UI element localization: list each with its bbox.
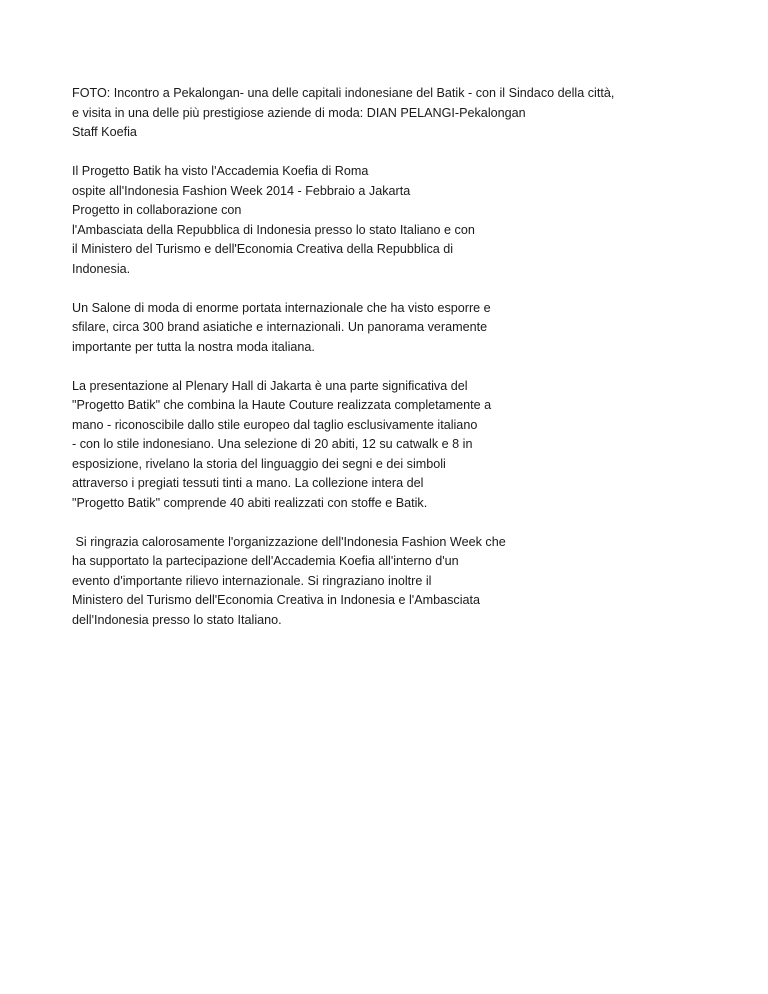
text-line: evento d'importante rilievo internazionale. Si ringraziano inoltre il <box>72 573 432 588</box>
text-line: importante per tutta la nostra moda italiana. <box>72 339 315 354</box>
text-line: Staff Koefia <box>72 125 137 139</box>
text-line: "Progetto Batik" che combina la Haute Couture realizzata completamente a <box>72 398 492 412</box>
text-line: e visita in una delle più prestigiose aziende di moda: DIAN PELANGI-Pekalongan <box>72 105 526 120</box>
text-line: dell'Indonesia presso lo stato Italiano. <box>72 612 282 627</box>
text-line: esposizione, rivelano la storia del linguaggio dei segni e dei simboli <box>72 456 446 471</box>
text-line: il Ministero del Turismo e dell'Economia Creativa della Repubblica di <box>72 242 454 256</box>
text-line: FOTO: Incontro a Pekalongan- una delle capitali indonesiane del Batik - con il Sindaco della città, <box>72 86 615 100</box>
text-line: ospite all'Indonesia Fashion Week 2014 - Febbraio a Jakarta <box>72 183 411 198</box>
text-line: Il Progetto Batik ha visto l'Accademia Koefia di Roma <box>72 164 369 178</box>
text-line: La presentazione al Plenary Hall di Jakarta è una parte significativa del <box>72 378 468 393</box>
document-body <box>72 84 692 650</box>
paragraph-project-intro <box>72 162 692 279</box>
paragraph-presentation <box>72 377 692 514</box>
paragraph-acknowledgements <box>72 533 692 631</box>
text-line: mano - riconoscibile dallo stile europeo dal taglio esclusivamente italiano <box>72 417 478 432</box>
paragraph-fashion-salon <box>72 299 692 358</box>
text-line: Un Salone di moda di enorme portata internazionale che ha visto esporre e <box>72 300 491 315</box>
text-line: Si ringrazia calorosamente l'organizzazione dell'Indonesia Fashion Week che <box>72 534 506 549</box>
text-line: l'Ambasciata della Repubblica di Indonesia presso lo stato Italiano e con <box>72 222 475 237</box>
text-line: sfilare, circa 300 brand asiatiche e internazionali. Un panorama veramente <box>72 320 488 334</box>
text-line: Progetto in collaborazione con <box>72 203 242 217</box>
text-line: - con lo stile indonesiano. Una selezione di 20 abiti, 12 su catwalk e 8 in <box>72 437 473 451</box>
text-line: "Progetto Batik" comprende 40 abiti realizzati con stoffe e Batik. <box>72 495 428 510</box>
text-line: ha supportato la partecipazione dell'Accademia Koefia all'interno d'un <box>72 554 459 568</box>
text-line: Indonesia. <box>72 261 131 276</box>
text-line: attraverso i pregiati tessuti tinti a mano. La collezione intera del <box>72 476 424 490</box>
paragraph-photo-caption <box>72 84 692 143</box>
text-line: Ministero del Turismo dell'Economia Creativa in Indonesia e l'Ambasciata <box>72 593 480 607</box>
